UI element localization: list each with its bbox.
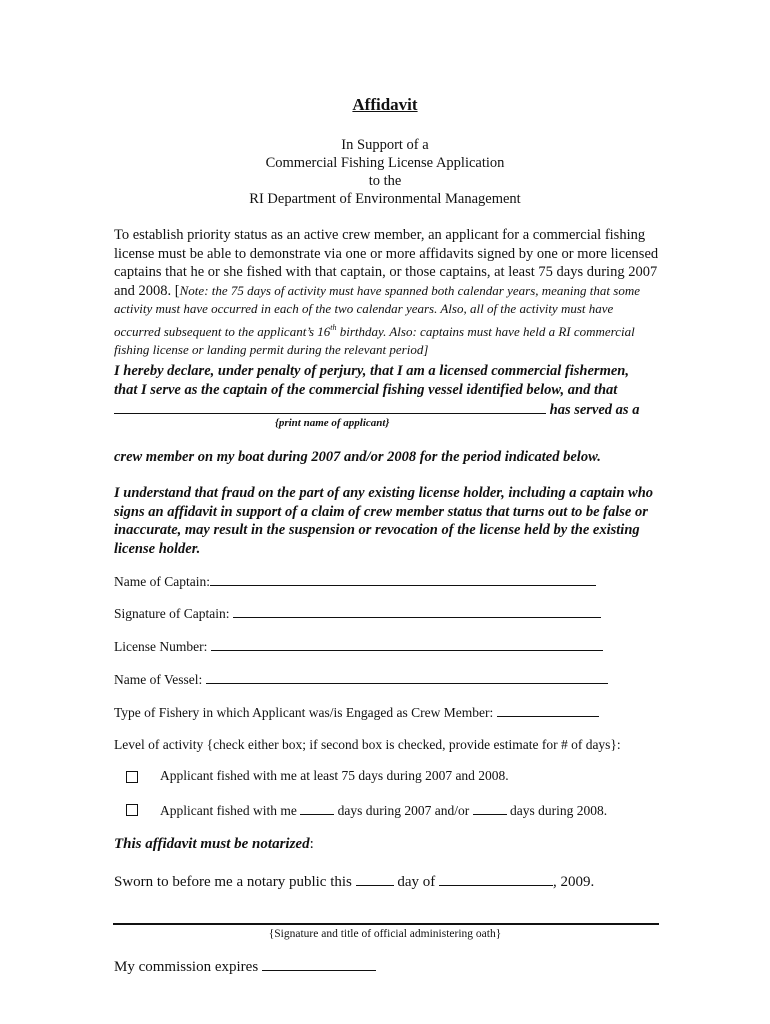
fishery-type-label: Type of Fishery in which Applicant was/is Engaged as Crew Member:	[114, 705, 497, 720]
subtitle-line: to the	[368, 173, 402, 189]
intro-note-end: birthday. Also: captains must have held a RI commercial fishing license or landing permit during the relevant period]	[114, 323, 635, 357]
applicant-name-line[interactable]	[114, 400, 546, 414]
commission-expiry	[114, 957, 376, 976]
subtitle-line: Commercial Fishing License Application	[265, 155, 505, 171]
estimate-days-checkbox[interactable]	[126, 804, 138, 816]
subtitle-line: In Support of a	[341, 137, 429, 153]
license-number-label: License Number:	[114, 639, 211, 654]
fishery-type-field	[114, 703, 599, 721]
captain-name-line[interactable]	[210, 572, 596, 586]
sworn-statement	[114, 872, 594, 891]
vessel-name-line[interactable]	[206, 670, 608, 684]
captain-name-field	[114, 572, 596, 590]
document-title: Affidavit	[352, 95, 418, 114]
activity-level-instructions: Level of activity {check either box; if second box is checked, provide estimate for # of days}:	[114, 737, 621, 752]
vessel-name-field	[114, 670, 608, 688]
sworn-month-line[interactable]	[439, 872, 553, 886]
notary-signature-caption: {Signature and title of official administering oath}	[268, 928, 502, 940]
commission-expiry-line[interactable]	[262, 957, 376, 971]
notarize-text: This affidavit must be notarized	[114, 836, 310, 852]
declaration-line-2: that I serve as the captain of the commercial fishing vessel identified below, and that	[114, 382, 618, 398]
sworn-day-line[interactable]	[356, 872, 394, 886]
option-estimate-text-b: days during 2007 and/or	[334, 803, 473, 818]
sworn-text-b: day of	[393, 874, 440, 890]
sworn-text-a: Sworn to before me a notary public this	[114, 874, 356, 890]
captain-name-label: Name of Captain:	[114, 574, 210, 589]
intro-note: : the 75 days of activity must have spanned both calendar years, meaning that some activity must have occurred in each of the two calendar years. Also, all of the activity must have occurred subsequent to the applicant’s 16	[114, 282, 640, 339]
declaration-line-4: crew member on my boat during 2007 and/or 2008 for the period indicated below.	[114, 449, 601, 465]
captain-signature-line[interactable]	[233, 604, 601, 618]
intro-note-sup: th	[330, 322, 337, 332]
intro-note-label: Note	[179, 282, 205, 298]
intro-paragraph	[114, 226, 662, 359]
captain-signature-field	[114, 604, 601, 622]
vessel-name-label: Name of Vessel:	[114, 672, 206, 687]
declaration-line-3-suffix: has served as a	[546, 402, 640, 418]
intro-text: To establish priority status as an active crew member, an applicant for a commercial fishing license must be able to demonstrate via one or more affidavits signed by one or more licensed captains that he or she fished with that captain, or those captains, at least 75 days during 2007 and 2008. [	[114, 227, 659, 299]
license-number-line[interactable]	[211, 637, 603, 651]
declaration-line-1: I hereby declare, under penalty of perjury, that I am a licensed commercial fishermen,	[114, 363, 629, 379]
commission-label: My commission expires	[114, 959, 262, 975]
license-number-field	[114, 637, 603, 655]
subtitle-line: RI Department of Environmental Management	[249, 191, 521, 207]
notarize-requirement	[114, 836, 314, 853]
sworn-text-c: , 2009.	[553, 874, 595, 890]
option-estimate-text-a: Applicant fished with me	[160, 803, 301, 818]
fishery-type-line[interactable]	[497, 703, 599, 717]
min-75-days-checkbox[interactable]	[126, 771, 138, 783]
days-2007-line[interactable]	[300, 801, 334, 815]
notarize-colon: :	[309, 836, 314, 852]
fraud-warning: I understand that fraud on the part of any existing license holder, including a captain who signs an affidavit in support of a claim of crew member status that turns out to be false or inaccurate, may result in the suspension or revocation of the license held by the existing license holder.	[114, 485, 654, 557]
captain-signature-label: Signature of Captain:	[114, 606, 233, 621]
applicant-name-caption: {print name of applicant}	[275, 417, 390, 429]
option-estimate-text-c: days during 2008.	[506, 803, 608, 818]
option-75-days-label: Applicant fished with me at least 75 days during 2007 and 2008.	[160, 768, 509, 783]
days-2008-line[interactable]	[473, 801, 507, 815]
option-estimate-days	[160, 801, 607, 819]
declaration-line-3	[114, 400, 674, 420]
notary-signature-line[interactable]	[113, 923, 659, 925]
